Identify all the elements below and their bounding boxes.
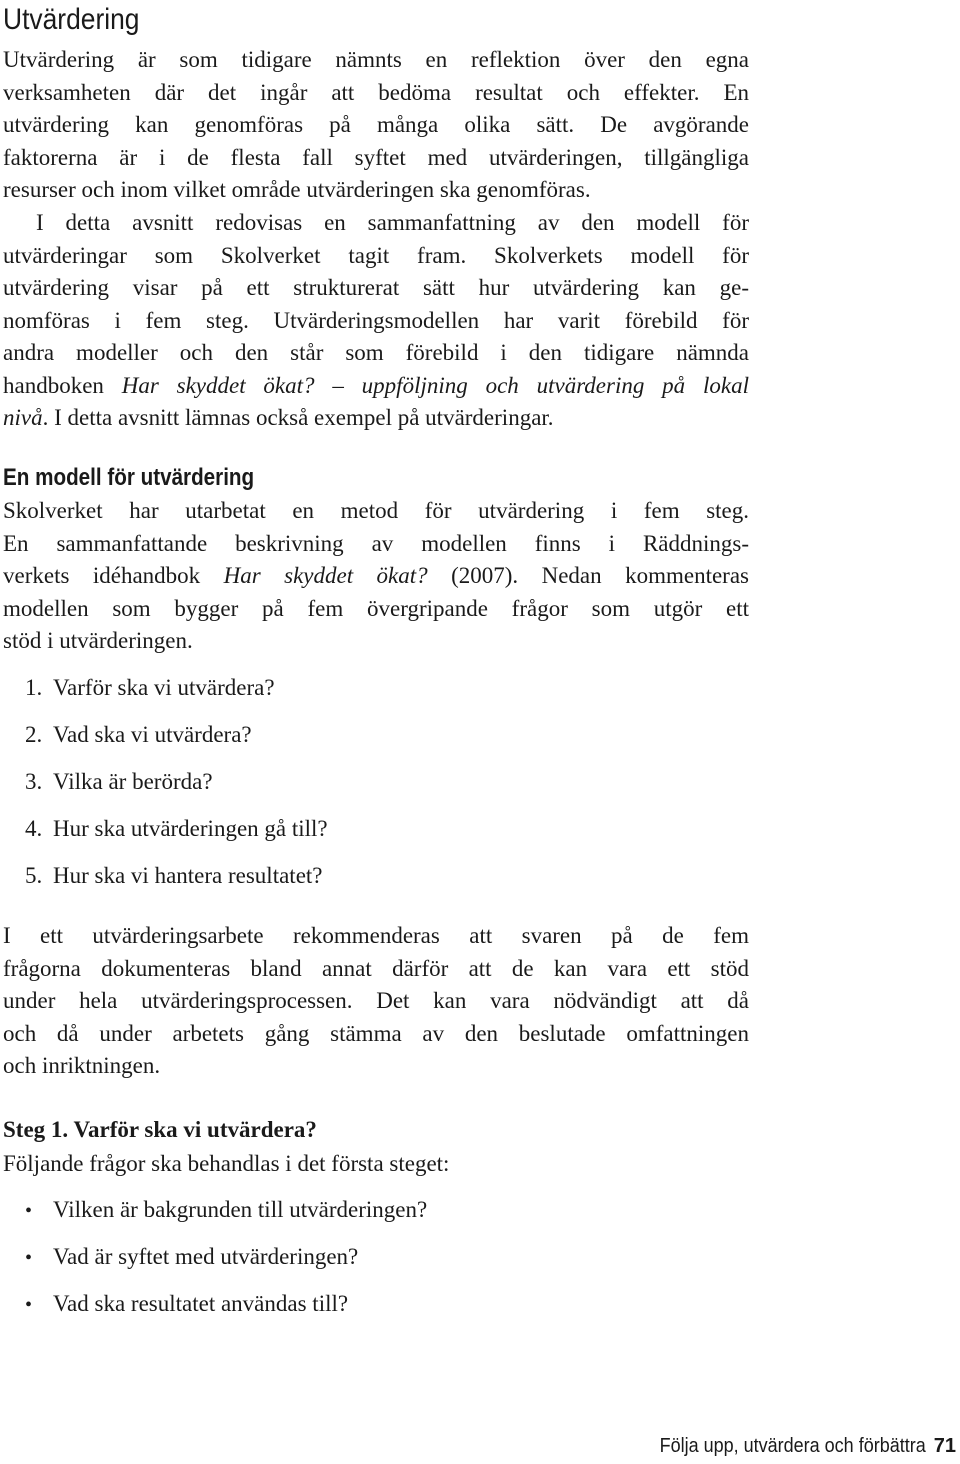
list-item [25, 766, 328, 813]
list-number: 1. [25, 675, 43, 700]
list-item [25, 860, 328, 907]
text-line: I ett utvärderingsarbete rekommenderas att svaren på de fem [3, 923, 749, 948]
list-item [25, 1194, 427, 1241]
list-item-text: Vad ska resultatet användas till? [53, 1291, 349, 1316]
text-line: I detta avsnitt redovisas en sammanfattning av den modell för [36, 210, 749, 235]
text-line: nomföras i fem steg. Utvärderingsmodellen har varit förebild för [3, 307, 749, 333]
text-line: utvärdering visar på ett strukturerat sätt hur utvärdering kan ge- [3, 275, 749, 300]
book-title: Har skyddet ökat? [223, 563, 428, 588]
list-item-text: Vilka är berörda? [53, 769, 213, 794]
page-number: 71 [933, 1435, 956, 1457]
text-line: resurser och inom vilket område utvärderingen ska genomföras. [3, 177, 591, 202]
list-item-text: Vilken är bakgrunden till utvärderingen? [53, 1197, 428, 1222]
text-line: frågorna dokumenteras bland annat därför att de kan vara ett stöd [3, 955, 749, 981]
summary-paragraph [3, 207, 749, 435]
text-line: verksamheten där det ingår att bedöma resultat och effekter. En [3, 79, 749, 105]
book-title-end: nivå [3, 405, 43, 430]
text-line: Utvärdering är som tidigare nämnts en reflektion över den egna [3, 47, 749, 72]
intro-paragraph [3, 44, 749, 207]
text-line: Skolverket har utarbetat en metod för utvärdering i fem steg. [3, 498, 749, 523]
book-title: Har skyddet ökat? – uppföljning och utvärdering på lokal [121, 372, 749, 398]
page-title: Utvärdering [3, 3, 140, 36]
list-number: 3. [25, 769, 43, 794]
documentation-paragraph [3, 920, 749, 1083]
text-fragment: verkets idéhandbok [3, 563, 201, 588]
list-item [25, 1241, 427, 1288]
text-fragment: (2007). Nedan kommenteras [451, 563, 749, 588]
list-item [25, 719, 328, 766]
text-line: En sammanfattande beskrivning av modellen finns i Räddnings- [3, 530, 749, 556]
text-line: och då under arbetets gång stämma av den beslutade omfattningen [3, 1020, 749, 1046]
text-fragment: . I detta avsnitt lämnas också exempel på utvärderingar. [42, 405, 554, 430]
model-paragraph [3, 495, 749, 658]
list-item [25, 1288, 427, 1335]
text-line: utvärdering kan genomföras på många olika sätt. De avgörande [3, 112, 749, 137]
step-questions-list [25, 1194, 427, 1335]
step-heading: Steg 1. Varför ska vi utvärdera? [3, 1117, 317, 1142]
section-heading: En modell för utvärdering [3, 464, 255, 491]
text-line [3, 560, 749, 593]
text-line: andra modeller och den står som förebild i den tidigare nämnda [3, 340, 749, 365]
bullet-icon: • [25, 1294, 33, 1316]
bullet-icon: • [25, 1200, 33, 1222]
bullet-icon: • [25, 1247, 33, 1269]
list-item-text: Hur ska vi hantera resultatet? [53, 863, 323, 888]
list-item-text: Vad är syftet med utvärderingen? [53, 1244, 359, 1269]
footer-title: Följa upp, utvärdera och förbättra [659, 1435, 926, 1457]
list-item-text: Hur ska utvärderingen gå till? [53, 816, 328, 841]
text-line: och inriktningen. [3, 1053, 161, 1078]
list-number: 2. [25, 722, 43, 747]
text-line: under hela utvärderingsprocessen. Det kan vara nödvändigt att då [3, 988, 749, 1013]
list-item [25, 813, 328, 860]
list-item [25, 672, 328, 719]
text-fragment: handboken [3, 372, 104, 398]
questions-list [25, 672, 328, 907]
list-number: 4. [25, 816, 43, 841]
step-intro: Följande frågor ska behandlas i det första steget: [3, 1151, 450, 1176]
text-line: modellen som bygger på fem övergripande frågor som utgör ett [3, 595, 749, 621]
list-item-text: Vad ska vi utvärdera? [53, 722, 252, 747]
text-line [3, 370, 749, 403]
page-footer [630, 1432, 956, 1460]
list-item-text: Varför ska vi utvärdera? [53, 675, 275, 700]
text-line: utvärderingar som Skolverket tagit fram. Skolverkets modell för [3, 242, 749, 268]
text-line: faktorerna är i de flesta fall syftet med utvärderingen, tillgängliga [3, 144, 749, 170]
text-line: stöd i utvärderingen. [3, 628, 193, 653]
list-number: 5. [25, 863, 43, 888]
text-line [3, 402, 749, 435]
